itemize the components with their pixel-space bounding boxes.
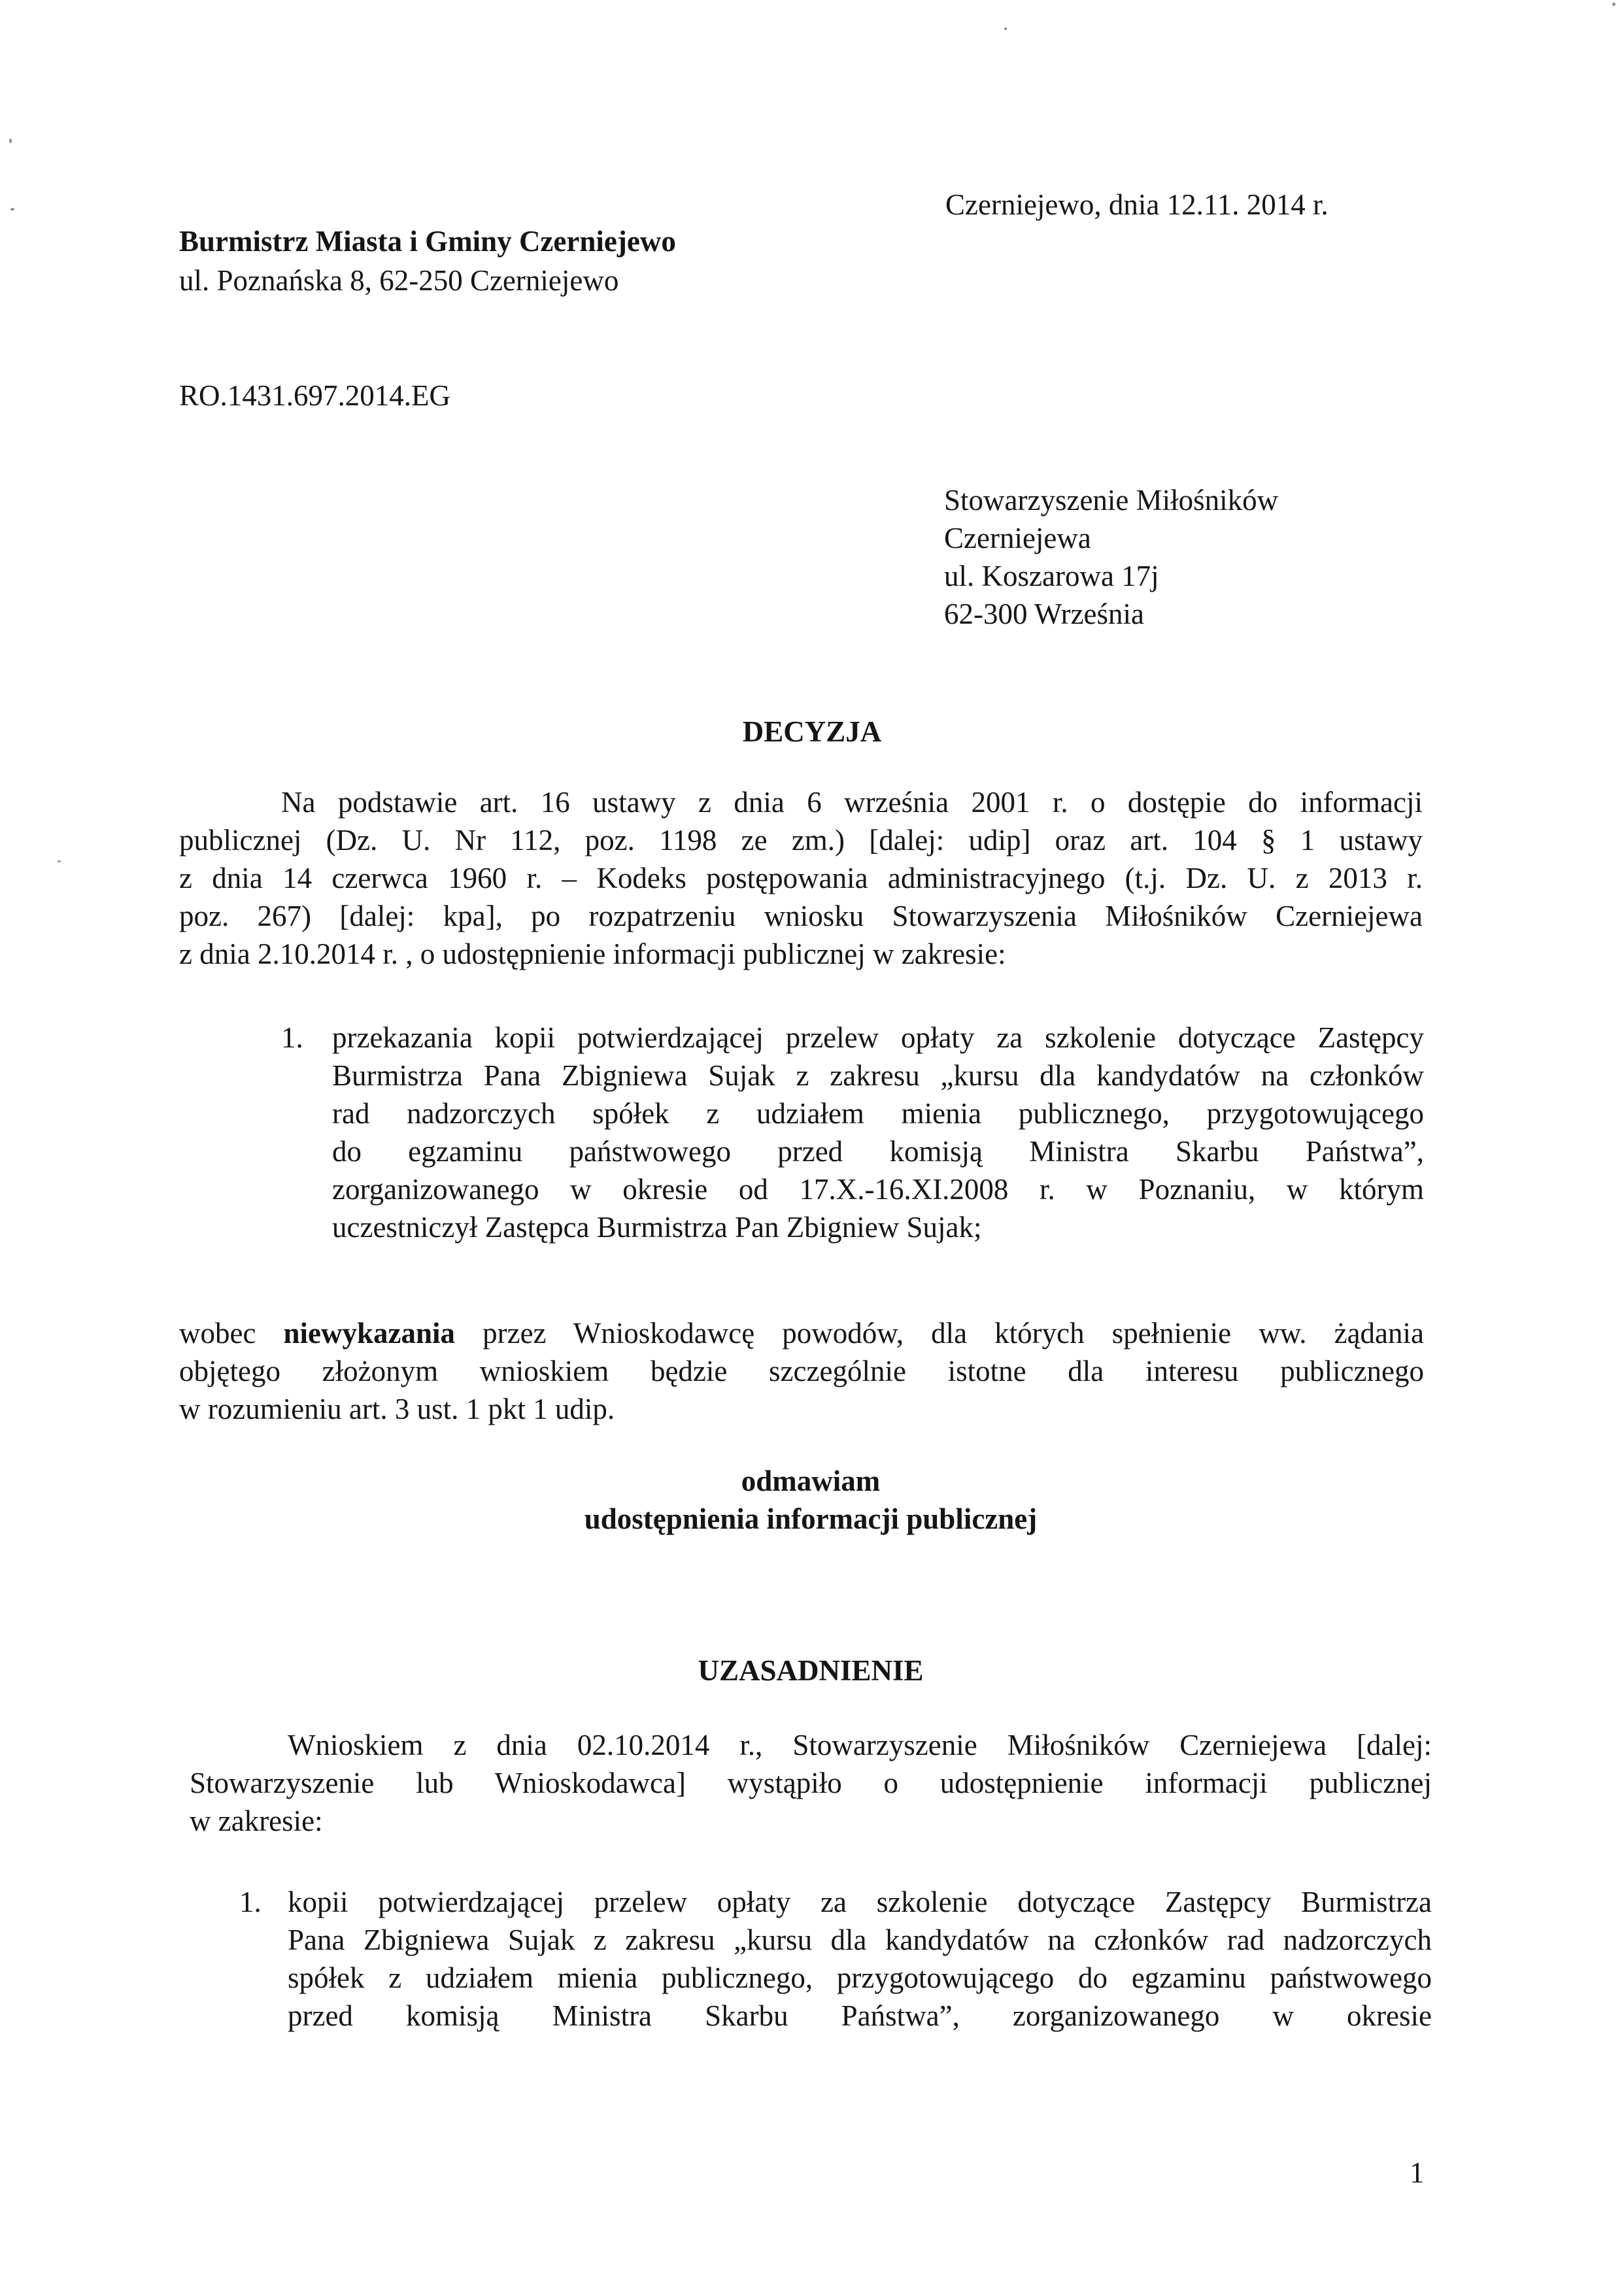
- recipient-line: ul. Koszarowa 17j: [944, 560, 1159, 592]
- list-item-line: Pana Zbigniewa Sujak z zakresu „kursu dla kandydatów na członków rad nadzorczych: [288, 1924, 1432, 1956]
- list-item-line: przekazania kopii potwierdzającej przelew opłaty za szkolenie dotyczące Zastępcy: [332, 1021, 1424, 1054]
- sender-address: ul. Poznańska 8, 62-250 Czerniejewo: [179, 264, 619, 297]
- reference-number: RO.1431.697.2014.EG: [179, 379, 450, 412]
- scan-speck: [1612, 3, 1616, 6]
- list-item-line: zorganizowanego w okresie od 17.X.-16.XI.2008 r. w Poznaniu, w którym: [332, 1173, 1424, 1206]
- paragraph-line: publicznej (Dz. U. Nr 112, poz. 1198 ze zm.) [dalej: udip] oraz art. 104 § 1 ustawy: [179, 824, 1423, 857]
- place-and-date: Czerniejewo, dnia 12.11. 2014 r.: [945, 188, 1328, 221]
- paragraph-line: objętego złożonym wnioskiem będzie szczególnie istotne dla interesu publicznego: [179, 1355, 1424, 1387]
- paragraph-line: Wnioskiem z dnia 02.10.2014 r., Stowarzyszenie Miłośników Czerniejewa [dalej:: [288, 1729, 1432, 1761]
- list-item-line: Burmistrza Pana Zbigniewa Sujak z zakresu „kursu dla kandydatów na członków: [332, 1059, 1424, 1092]
- whereas-bold-word: niewykazania: [283, 1317, 456, 1349]
- ruling-line: odmawiam: [741, 1465, 881, 1497]
- sender-name: Burmistrz Miasta i Gminy Czerniejewo: [179, 225, 676, 258]
- paragraph-line: [179, 1314, 1424, 1352]
- list-item-line: spółek z udziałem mienia publicznego, przygotowującego do egzaminu państwowego: [288, 1961, 1432, 1994]
- scan-speck: [1004, 27, 1007, 30]
- decision-heading: DECYZJA: [742, 715, 882, 748]
- list-item-line: rad nadzorczych spółek z udziałem mienia publicznego, przygotowującego: [332, 1097, 1424, 1130]
- whereas-rest: przez Wnioskodawcę powodów, dla których spełnienie ww. żądania: [455, 1317, 1424, 1349]
- justification-heading: UZASADNIENIE: [698, 1654, 924, 1687]
- paragraph-line: w zakresie:: [190, 1805, 323, 1837]
- paragraph-line: poz. 267) [dalej: kpa], po rozpatrzeniu wniosku Stowarzyszenia Miłośników Czerniejewa: [179, 900, 1423, 932]
- page-number: 1: [1410, 2156, 1425, 2189]
- scan-speck: [9, 139, 12, 143]
- scan-speck: [58, 860, 61, 862]
- paragraph-line: z dnia 14 czerwca 1960 r. – Kodeks postępowania administracyjnego (t.j. Dz. U. z 2013 r.: [179, 862, 1423, 894]
- paragraph-line: z dnia 2.10.2014 r. , o udostępnienie informacji publicznej w zakresie:: [179, 938, 1006, 970]
- ruling-line: udostępnienia informacji publicznej: [584, 1502, 1038, 1535]
- list-item-line: kopii potwierdzającej przelew opłaty za szkolenie dotyczące Zastępcy Burmistrza: [288, 1886, 1432, 1918]
- list-item-line: uczestniczył Zastępca Burmistrza Pan Zbigniew Sujak;: [332, 1211, 982, 1244]
- list-item-number: 1.: [239, 1886, 262, 1918]
- list-item-line: przed komisją Ministra Skarbu Państwa”, zorganizowanego w okresie: [288, 1999, 1432, 2032]
- whereas-prefix: wobec: [179, 1317, 284, 1349]
- recipient-line: Czerniejewa: [944, 522, 1091, 554]
- paragraph-line: Na podstawie art. 16 ustawy z dnia 6 września 2001 r. o dostępie do informacji: [281, 786, 1423, 819]
- paragraph-line: Stowarzyszenie lub Wnioskodawca] wystąpiło o udostępnienie informacji publicznej: [190, 1767, 1432, 1799]
- list-item-line: do egzaminu państwowego przed komisją Ministra Skarbu Państwa”,: [332, 1135, 1424, 1168]
- scan-speck: [10, 208, 14, 211]
- recipient-line: 62-300 Września: [944, 598, 1145, 630]
- list-item-number: 1.: [281, 1021, 303, 1054]
- recipient-line: Stowarzyszenie Miłośników: [944, 484, 1279, 517]
- paragraph-line: w rozumieniu art. 3 ust. 1 pkt 1 udip.: [179, 1393, 615, 1425]
